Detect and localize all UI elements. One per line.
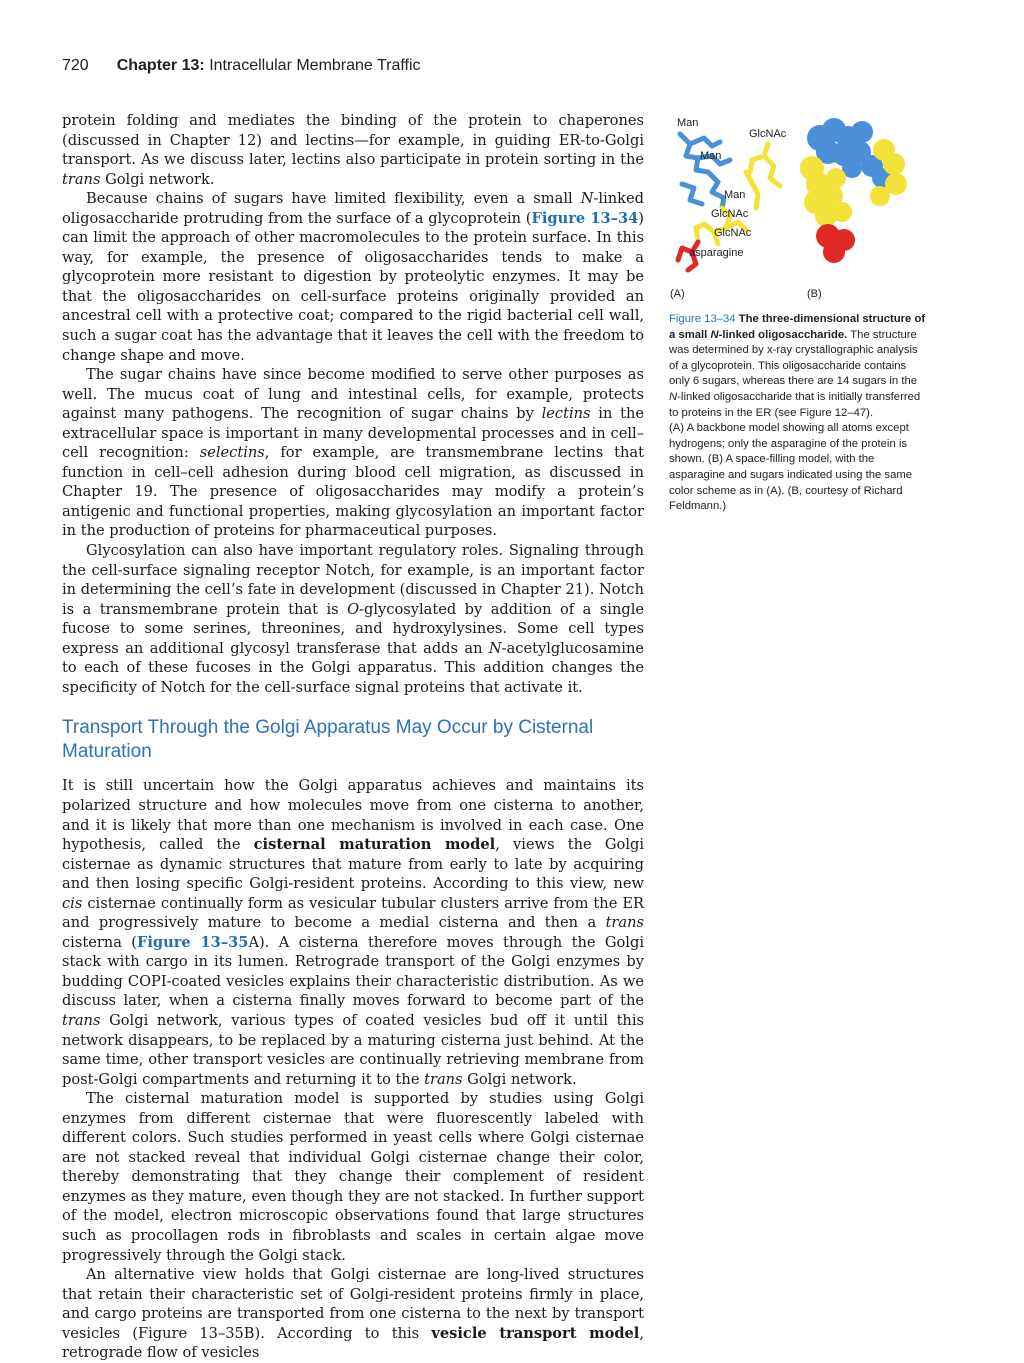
paragraph: Because chains of sugars have limited flexibility, even a small N-linked oligosaccharide protruding from the surface of a glycoprotein (Figure 13–34) can limit the approach of other macromolecules to the protein surface. In this way, for example, the presence of oligosaccharides tends to make a glycoprotein more resistant to digestion by proteolytic enzymes. It may be that the oligosaccharides on cell-surface proteins originally provided an ancestral cell with a protective coat; compared to the rigid bacterial cell wall, such a sugar coat has the advantage that it leaves the cell with the freedom to change shape and move. (62, 190, 644, 364)
chapter-title: Intracellular Membrane Traffic (209, 57, 421, 74)
panel-b-label: (B) (807, 288, 822, 300)
label-man: Man (677, 117, 699, 129)
paragraph: Glycosylation can also have important regulatory roles. Signaling through the cell-surface signaling receptor Notch, for example, is an important factor in determining the cell’s fate in development (discussed in Chapter 21). Notch is a transmembrane protein that is O-glycosylated by addition of a single fucose to some serines, threonines, and hydroxylysines. Some cell types express an additional glycosyl transferase that adds an N-acetylglucosamine to each of these fucoses in the Golgi apparatus. This addition changes the specificity of Notch for the cell-surface signal proteins that activate it. (62, 542, 644, 696)
caption-title: The three-dimensional structure of a small N-linked oligosaccharide. (669, 313, 926, 341)
page-number: 720 (62, 57, 89, 74)
paragraph: protein folding and mediates the binding of the protein to chaperones (discussed in Chapter 12) and lectins—for example, in guiding ER-to-Golgi transport. As we discuss later, lectins also participate in protein sorting in the trans Golgi network. (62, 112, 644, 188)
main-text-column (62, 111, 644, 1363)
label-glcnac: GlcNAc (714, 227, 752, 239)
label-man: Man (724, 189, 746, 201)
caption-label: Figure 13–34 (669, 313, 736, 325)
section-heading: Transport Through the Golgi Apparatus May Occur by Cisternal Maturation (62, 717, 594, 763)
running-head (62, 57, 421, 75)
chapter-label: Chapter 13: (116, 57, 205, 74)
figure-reference-link[interactable]: Figure 13–34 (531, 209, 639, 227)
figure-caption (669, 312, 927, 515)
caption-panel-text: (A) A backbone model showing all atoms except hydrogens; only the asparagine of the protein is shown. (B) A space-filling model, with the asparagine and sugars indicated using the same color scheme as in (A). (B, courtesy of Richard Feldmann.) (669, 422, 913, 513)
label-man: Man (700, 150, 722, 162)
panel-a-label: (A) (670, 288, 685, 300)
paragraph: The sugar chains have since become modified to serve other purposes as well. The mucus coat of lung and intestinal cells, for example, protects against many pathogens. The recognition of sugar chains by lectins in the extracellular space is important in many developmental processes and in cell–cell recognition: selectins, for example, are transmembrane lectins that function in cell–cell adhesion during blood cell migration, as discussed in Chapter 19. The presence of oligosaccharides may modify a protein’s antigenic and functional properties, making glycosylation an important factor in the production of proteins for pharmaceutical purposes. (62, 366, 644, 540)
caption-text: The structure was determined by x-ray crystallographic analysis of a glycoprotein. This oligosaccharide contains only 6 sugars, whereas there are 14 sugars in the N-linked oligosaccharide that is initially transferred to proteins in the ER (see Figure 12–47). (669, 328, 921, 419)
figure-reference-link[interactable]: Figure 13–35 (137, 933, 249, 951)
label-asparagine: asparagine (689, 247, 744, 259)
space-filling-model (800, 118, 907, 263)
paragraph: The cisternal maturation model is supported by studies using Golgi enzymes from different cisternae that were fluorescently labeled with different colors. Such studies performed in yeast cells where Golgi cisternae are not stacked reveal that individual Golgi cisternae change their color, thereby demonstrating that they change their complement of resident enzymes as they mature, even though they are not stacked. In further support of the model, electron microscopic observations found that large structures such as procollagen rods in fibroblasts and scales in certain algae move progressively through the Golgi stack. (62, 1090, 644, 1264)
label-glcnac: GlcNAc (749, 128, 787, 140)
paragraph: An alternative view holds that Golgi cisternae are long-lived structures that retain their characteristic set of Golgi-resident proteins firmly in place, and cargo proteins are transported from one cisterna to the next by transport vesicles (Figure 13–35B). According to this vesicle transport model, retrograde flow of vesicles (62, 1266, 644, 1362)
mannose-sticks (680, 134, 730, 208)
figure-13-34 (668, 112, 930, 302)
paragraph: It is still uncertain how the Golgi apparatus achieves and maintains its polarized structure and how molecules move from one cisterna to another, and it is likely that more than one mechanism is involved in each case. One hypothesis, called the cisternal maturation model, views the Golgi cisternae as dynamic structures that mature from early to late by acquiring and then losing specific Golgi-resident proteins. According to this view, new cis cisternae continually form as vesicular tubular clusters arrive from the ER and progressively mature to become a medial cisterna and then a trans cisterna (Figure 13–35A). A cisterna therefore moves through the Golgi stack with cargo in its lumen. Retrograde transport of the Golgi enzymes by budding COPI-coated vesicles explains their characteristic distribution. As we discuss later, when a cisterna finally moves forward to become part of the trans Golgi network, various types of coated vesicles bud off it until this network disappears, to be replaced by a maturing cisterna just behind. At the same time, other transport vesicles are continually retrieving membrane from post-Golgi compartments and returning it to the trans Golgi network. (62, 777, 644, 1088)
asparagine-spheres (816, 224, 855, 263)
label-glcnac: GlcNAc (711, 208, 749, 220)
oligosaccharide-illustration (668, 112, 930, 302)
